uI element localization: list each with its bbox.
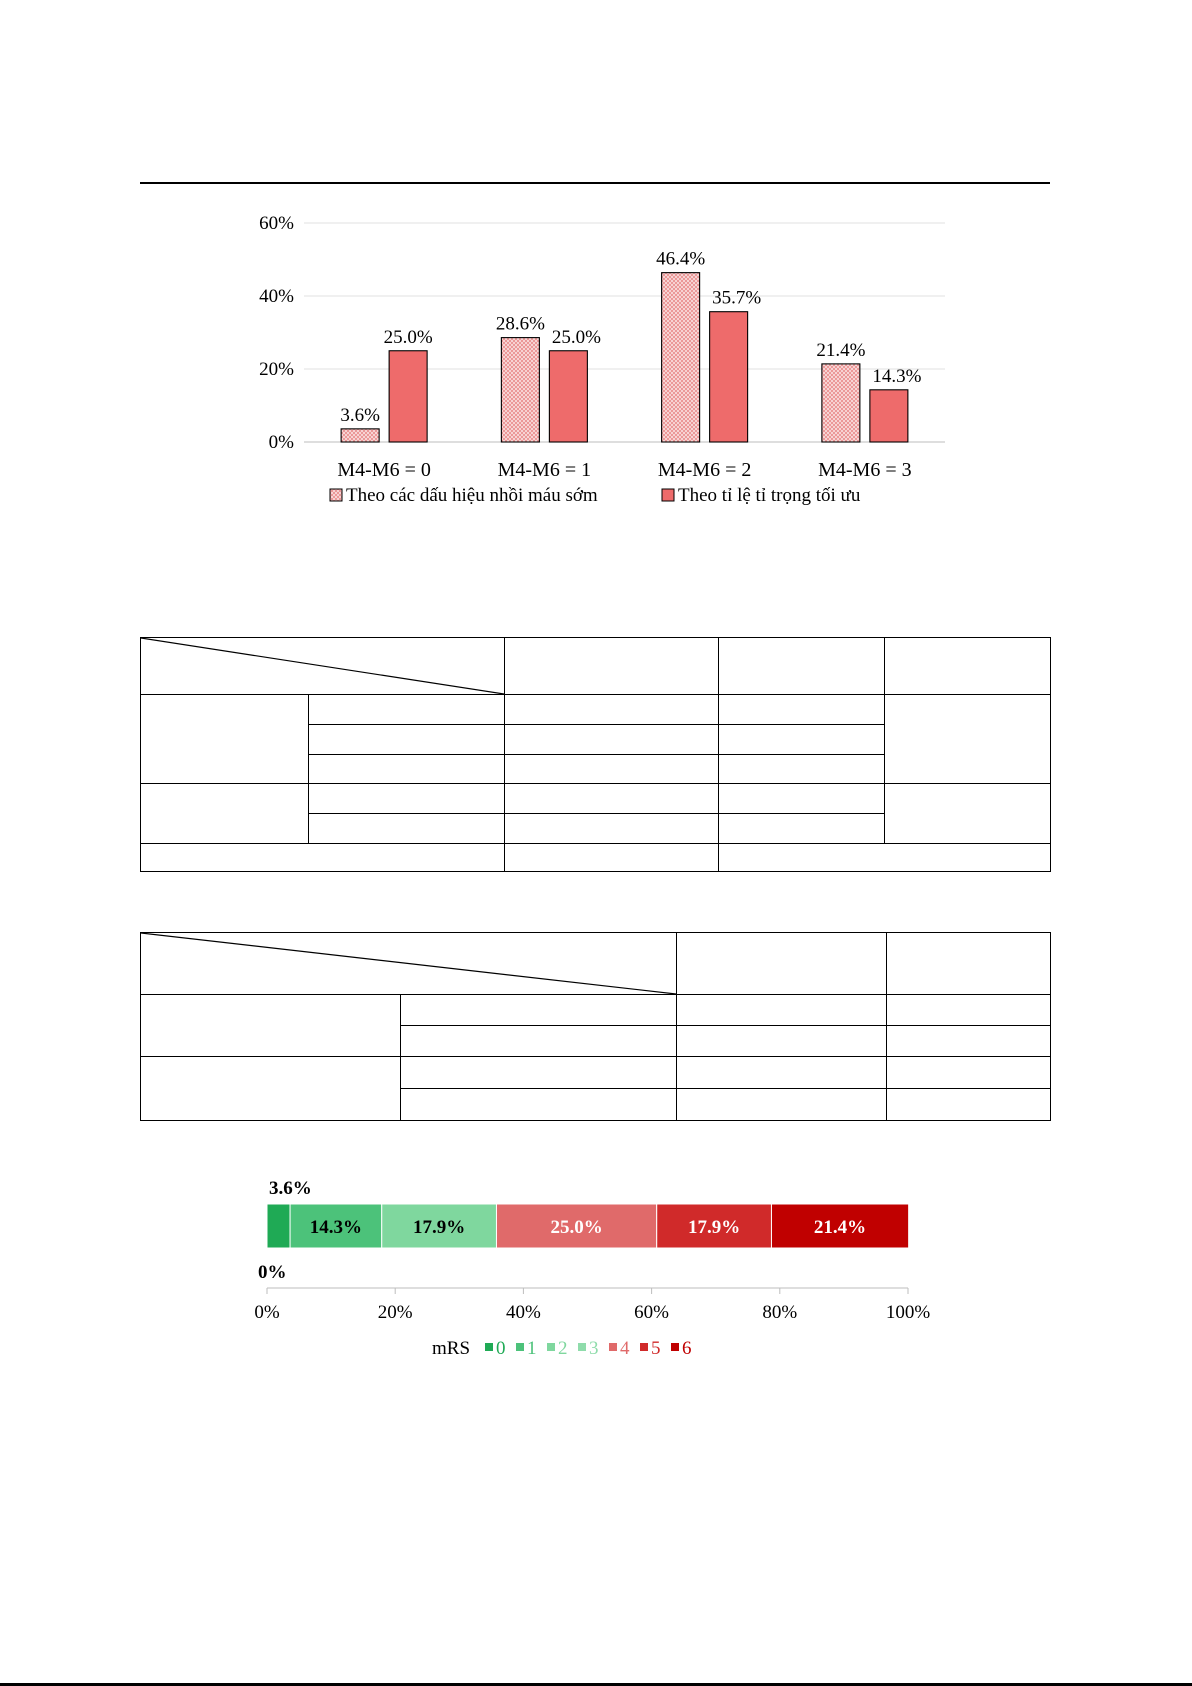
legend-swatch-mrs-6 — [671, 1343, 679, 1351]
table-1-cell — [505, 814, 719, 844]
table-2-group-cell — [141, 995, 401, 1057]
bar-series-1 — [822, 364, 860, 442]
legend-label-mrs-3: 3 — [589, 1338, 599, 1359]
table-1-group-cell — [141, 695, 309, 784]
legend-title: mRS — [432, 1338, 471, 1359]
table-1-cell — [719, 755, 885, 784]
bar-series-2 — [389, 351, 427, 442]
segment-label: 21.4% — [813, 1217, 867, 1238]
table-1-cell — [719, 784, 885, 814]
table-1-cell — [309, 814, 505, 844]
table-1-footer-cell — [719, 844, 1051, 872]
legend-swatch-mrs-2 — [547, 1343, 555, 1351]
x-tick-label: M4-M6 = 3 — [818, 459, 912, 481]
legend-swatch-series-2 — [662, 489, 674, 501]
data-label: 25.0% — [383, 326, 433, 348]
table-1-cell — [505, 784, 719, 814]
table-2-cell — [401, 1057, 677, 1089]
table-2-cell — [677, 1089, 887, 1121]
legend-swatch-mrs-5 — [640, 1343, 648, 1351]
table-2-header-cell — [887, 933, 1051, 995]
bar-series-1 — [501, 338, 539, 442]
legend-swatch-mrs-1 — [516, 1343, 524, 1351]
y-tick-label: 0% — [268, 432, 294, 453]
table-2-cell — [887, 1089, 1051, 1121]
legend-swatch-mrs-3 — [578, 1343, 586, 1351]
table-2-cell — [401, 995, 677, 1026]
bar-series-1 — [341, 429, 379, 442]
legend-swatch-series-1 — [330, 489, 342, 501]
table-1-cell — [309, 695, 505, 725]
grouped-bar-chart — [230, 205, 970, 525]
table-1-cell — [719, 695, 885, 725]
table-1-header-cell — [505, 638, 719, 695]
data-label: 35.7% — [712, 287, 762, 309]
table-2-cell — [887, 1057, 1051, 1089]
segment-label: 14.3% — [309, 1217, 363, 1238]
data-label: 46.4% — [656, 248, 706, 270]
table-1-cell — [505, 755, 719, 784]
table-1-footer-cell — [505, 844, 719, 872]
table-2 — [140, 932, 1051, 1121]
bar-series-1 — [662, 273, 700, 442]
table-2-cell — [677, 1057, 887, 1089]
table-1-cell — [719, 814, 885, 844]
table-2-cell — [677, 1026, 887, 1057]
table-2-cell — [401, 1089, 677, 1121]
table-2-cell — [887, 1026, 1051, 1057]
x-tick-label: M4-M6 = 1 — [497, 459, 592, 481]
y-tick-label: 40% — [259, 286, 294, 307]
segment-label: 17.9% — [412, 1217, 466, 1238]
segment-label: 3.6% — [269, 1178, 312, 1199]
legend-label-mrs-1: 1 — [527, 1338, 537, 1359]
legend-label-series-1: Theo các dấu hiệu nhồi máu sớm — [346, 485, 598, 506]
legend-swatch-mrs-0 — [485, 1343, 493, 1351]
table-2-header-cell — [677, 933, 887, 995]
segment-label: 17.9% — [687, 1217, 741, 1238]
table-1 — [140, 637, 1051, 872]
table-1-header-cell — [719, 638, 885, 695]
segment-label: 25.0% — [550, 1217, 603, 1238]
data-label: 21.4% — [816, 339, 866, 361]
x-tick-label: 80% — [762, 1302, 798, 1323]
legend-label-series-2: Theo tỉ lệ tỉ trọng tối ưu — [678, 485, 861, 506]
table-1-corner-cell — [141, 638, 505, 695]
bar-series-2 — [710, 312, 748, 442]
table-1-cell — [309, 784, 505, 814]
data-label: 28.6% — [495, 313, 545, 335]
x-tick-label: 20% — [377, 1302, 413, 1323]
data-label: 3.6% — [340, 404, 380, 426]
legend-swatch-mrs-4 — [609, 1343, 617, 1351]
x-tick-label: 40% — [505, 1302, 541, 1323]
table-2-group-cell — [141, 1057, 401, 1121]
legend-label-mrs-6: 6 — [682, 1338, 692, 1359]
bar-series-2 — [870, 390, 908, 442]
legend-label-mrs-2: 2 — [558, 1338, 568, 1359]
table-1-footer-cell — [141, 844, 505, 872]
table-1-cell — [505, 695, 719, 725]
table-1-header-cell — [885, 638, 1051, 695]
bar-series-2 — [549, 351, 587, 442]
table-1-group-cell — [141, 784, 309, 844]
data-label: 14.3% — [872, 365, 922, 387]
legend-label-mrs-4: 4 — [620, 1338, 630, 1359]
table-2-cell — [401, 1026, 677, 1057]
table-2-cell — [887, 995, 1051, 1026]
x-tick-label: 100% — [885, 1302, 931, 1323]
x-tick-label: M4-M6 = 0 — [337, 459, 431, 481]
y-tick-label: 20% — [259, 359, 294, 380]
table-2-cell — [677, 995, 887, 1026]
x-tick-label: 0% — [254, 1302, 280, 1323]
table-1-pvalue-cell — [885, 695, 1051, 784]
table-1-pvalue-cell — [885, 784, 1051, 844]
segment-label: 0% — [258, 1262, 287, 1283]
table-1-cell — [309, 755, 505, 784]
table-1-cell — [719, 725, 885, 755]
table-1-cell — [505, 725, 719, 755]
stacked-segment-mrs-0 — [267, 1204, 290, 1248]
header-rule — [140, 182, 1050, 184]
x-tick-label: 60% — [634, 1302, 670, 1323]
y-tick-label: 60% — [259, 213, 294, 234]
stacked-bar-chart — [240, 1170, 960, 1360]
table-1-cell — [309, 725, 505, 755]
table-2-corner-cell — [141, 933, 677, 995]
legend-label-mrs-5: 5 — [651, 1338, 661, 1359]
legend-label-mrs-0: 0 — [496, 1338, 506, 1359]
x-tick-label: M4-M6 = 2 — [657, 459, 752, 481]
data-label: 25.0% — [551, 326, 601, 348]
